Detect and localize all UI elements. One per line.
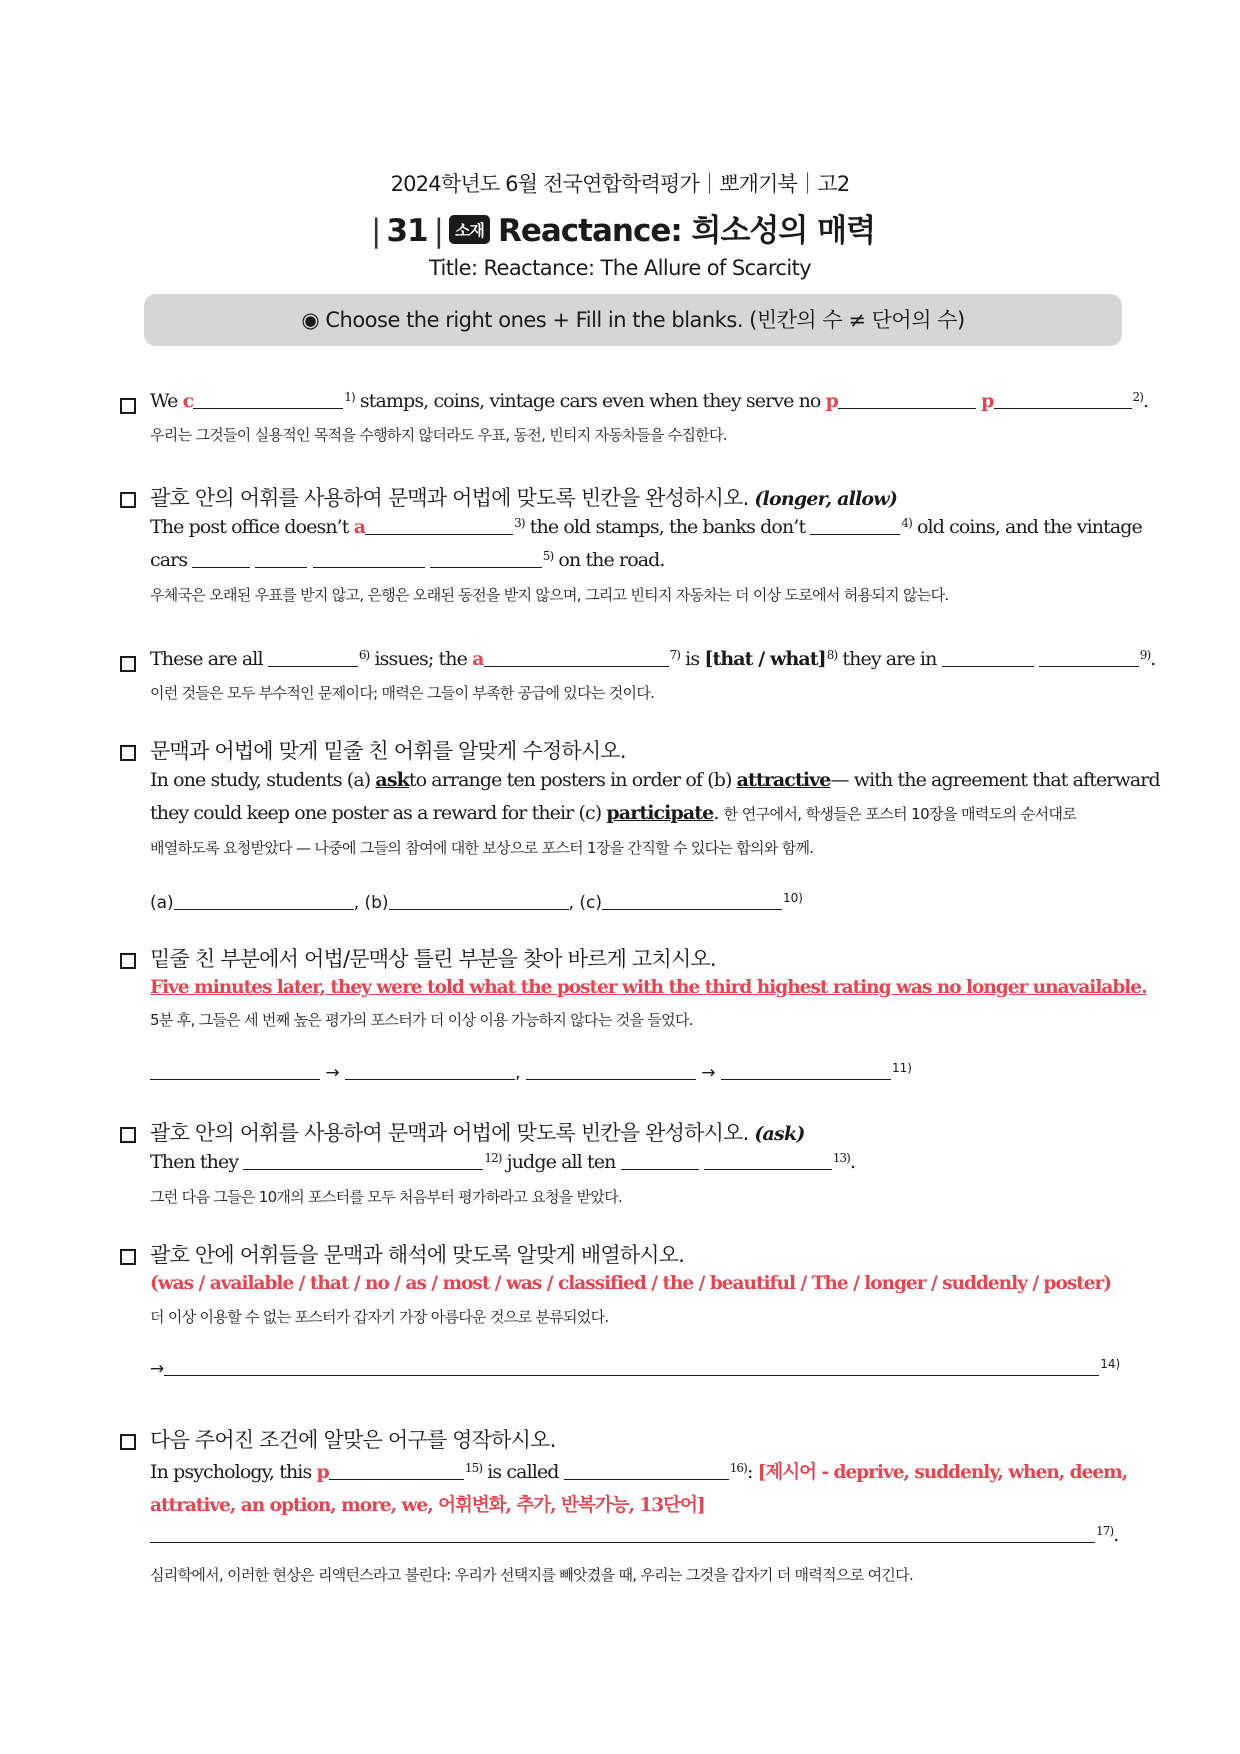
checkbox[interactable]: [120, 1249, 136, 1265]
blank-7[interactable]: [484, 648, 669, 667]
question-4-answers: (a) , (b) , (c) $^{10)}$: [150, 891, 803, 913]
question-1-translation: 우리는 그것들이 실용적인 목적을 수행하지 않더라도 우표, 동전, 빈티지 자동차들을 수집한다.: [150, 426, 727, 444]
checkbox[interactable]: [120, 1127, 136, 1143]
question-7-answer: → $^{14)}$: [150, 1357, 1121, 1379]
question-5-sentence: Five minutes later, they were told what the poster with the third highest rating was no longer unavailable.: [150, 977, 1147, 998]
blank-5b[interactable]: [255, 549, 307, 568]
question-3-translation: 이런 것들은 모두 부수적인 문제이다; 매력은 그들이 부족한 공급에 있다는 것이다.: [150, 684, 655, 702]
checkbox[interactable]: [120, 745, 136, 761]
divider: |: [433, 213, 444, 249]
blank-4[interactable]: [810, 516, 900, 535]
blank-6[interactable]: [268, 648, 358, 667]
question-6-title: 괄호 안의 어휘를 사용하여 문맥과 어법에 맞도록 빈칸을 완성하시오. (ask): [150, 1121, 805, 1145]
answer-14[interactable]: [164, 1357, 1099, 1376]
question-2-translation: 우체국은 오래된 우표를 받지 않고, 은행은 오래된 동전을 받지 않으며, 그리고 빈티지 자동차는 더 이상 도로에서 허용되지 않는다.: [150, 586, 949, 604]
question-4-title: 문맥과 어법에 맞게 밑줄 친 어휘를 알맞게 수정하시오.: [150, 739, 626, 763]
question-5-answers: → , → $^{11)}$: [150, 1061, 912, 1083]
question-4-line-1: In one study, students (a) askto arrange ten posters in order of (b) attractive— with the agreement that afterward: [150, 769, 1160, 791]
blank-13a[interactable]: [621, 1151, 699, 1170]
blank-2a[interactable]: [838, 390, 976, 409]
divider: |: [370, 213, 381, 249]
question-5-title: 밑줄 친 부분에서 어법/문맥상 틀린 부분을 찾아 바르게 고치시오.: [150, 947, 716, 971]
topic-badge: 소재: [449, 215, 490, 244]
checkbox[interactable]: [120, 492, 136, 508]
blank-5a[interactable]: [192, 549, 250, 568]
question-2-line-1: The post office doesn’t a $^{3)}$ the old stamps, the banks don’t $^{4)}$ old coins, and the vintage: [150, 516, 1142, 538]
exam-info: 2024학년도 6월 전국연합학력평가｜뽀개기북｜고2: [390, 172, 850, 196]
question-3-sentence: These are all $^{6)}$ issues; the a $^{7)}$ is [that / what]$^{8)}$ they are in $^{9)}$.: [150, 648, 1156, 670]
question-4-line-2: they could keep one poster as a reward for their (c) participate. 한 연구에서, 학생들은 포스터 10장을 매력도의 순서대로: [150, 802, 1077, 824]
question-8-translation: 심리학에서, 이러한 현상은 리액턴스라고 불린다: 우리가 선택지를 빼앗겼을 때, 우리는 그것을 갑자기 더 매력적으로 여긴다.: [150, 1566, 914, 1584]
answer-c[interactable]: [602, 891, 782, 910]
blank-9b[interactable]: [1039, 648, 1139, 667]
question-8-title: 다음 주어진 조건에 알맞은 어구를 영작하시오.: [150, 1428, 556, 1452]
underlined-word-b: attractive: [736, 769, 831, 791]
blank-5c[interactable]: [313, 549, 425, 568]
question-6-translation: 그런 다음 그들은 10개의 포스터를 모두 처음부터 평가하라고 요청을 받았다.: [150, 1188, 623, 1206]
question-6-sentence: Then they $^{12)}$ judge all ten $^{13)}$.: [150, 1151, 856, 1173]
wrong-2[interactable]: [526, 1061, 696, 1080]
blank-12[interactable]: [243, 1151, 483, 1170]
blank-15[interactable]: [329, 1461, 464, 1480]
fix-2[interactable]: [721, 1061, 891, 1080]
answer-a[interactable]: [174, 891, 354, 910]
blank-2b[interactable]: [994, 390, 1132, 409]
title-text: Reactance: 희소성의 매력: [497, 213, 876, 249]
question-8-line-1: In psychology, this p $^{15)}$ is called $^{16)}$: [제시어 - deprive, suddenly, when, deem,: [150, 1461, 1128, 1483]
wrong-1[interactable]: [150, 1061, 320, 1080]
blank-13b[interactable]: [704, 1151, 832, 1170]
question-7-title: 괄호 안에 어휘들을 문맥과 해석에 맞도록 알맞게 배열하시오.: [150, 1243, 685, 1267]
word-bank: (was / available / that / no / as / most / was / classified / the / beautiful / The / longer / suddenly / poster): [150, 1273, 1112, 1294]
blank-1[interactable]: [193, 390, 343, 409]
question-number: 31: [386, 213, 428, 249]
page-title: [0, 205, 1240, 250]
blank-5d[interactable]: [430, 549, 542, 568]
blank-16[interactable]: [564, 1461, 729, 1480]
checkbox[interactable]: [120, 656, 136, 672]
question-4-translation: 배열하도록 요청받았다 — 나중에 그들의 참여에 대한 보상으로 포스터 1장을 간직할 수 있다는 합의와 함께.: [150, 839, 814, 857]
question-5-translation: 5분 후, 그들은 세 번째 높은 평가의 포스터가 더 이상 이용 가능하지 않다는 것을 들었다.: [150, 1011, 693, 1029]
answer-17[interactable]: [150, 1524, 1095, 1543]
question-1-sentence: We c $^{1)}$ stamps, coins, vintage cars even when they serve no p p $^{2)}$.: [150, 390, 1149, 412]
instruction-banner: ◉ Choose the right ones + Fill in the blanks. (빈칸의 수 ≠ 단어의 수): [144, 294, 1122, 346]
question-7-translation: 더 이상 이용할 수 없는 포스터가 갑자기 가장 아름다운 것으로 분류되었다.: [150, 1308, 609, 1326]
question-8-line-2: attrative, an option, more, we, 어휘변화, 추가, 반복가능, 13단어]: [150, 1495, 705, 1516]
blank-3[interactable]: [365, 516, 513, 535]
answer-b[interactable]: [389, 891, 569, 910]
blank-9a[interactable]: [942, 648, 1034, 667]
checkbox[interactable]: [120, 1434, 136, 1450]
fix-1[interactable]: [345, 1061, 515, 1080]
question-2-title: 괄호 안의 어휘를 사용하여 문맥과 어법에 맞도록 빈칸을 완성하시오. (longer, allow): [150, 486, 898, 510]
underlined-word-c: participate: [606, 802, 714, 824]
checkbox[interactable]: [120, 953, 136, 969]
underlined-word-a: ask: [375, 769, 409, 791]
english-title: Title: Reactance: The Allure of Scarcity: [428, 256, 812, 280]
question-8-answer: $^{17)}$.: [150, 1524, 1118, 1546]
question-2-line-2: cars $^{5)}$ on the road.: [150, 549, 665, 571]
checkbox[interactable]: [120, 398, 136, 414]
